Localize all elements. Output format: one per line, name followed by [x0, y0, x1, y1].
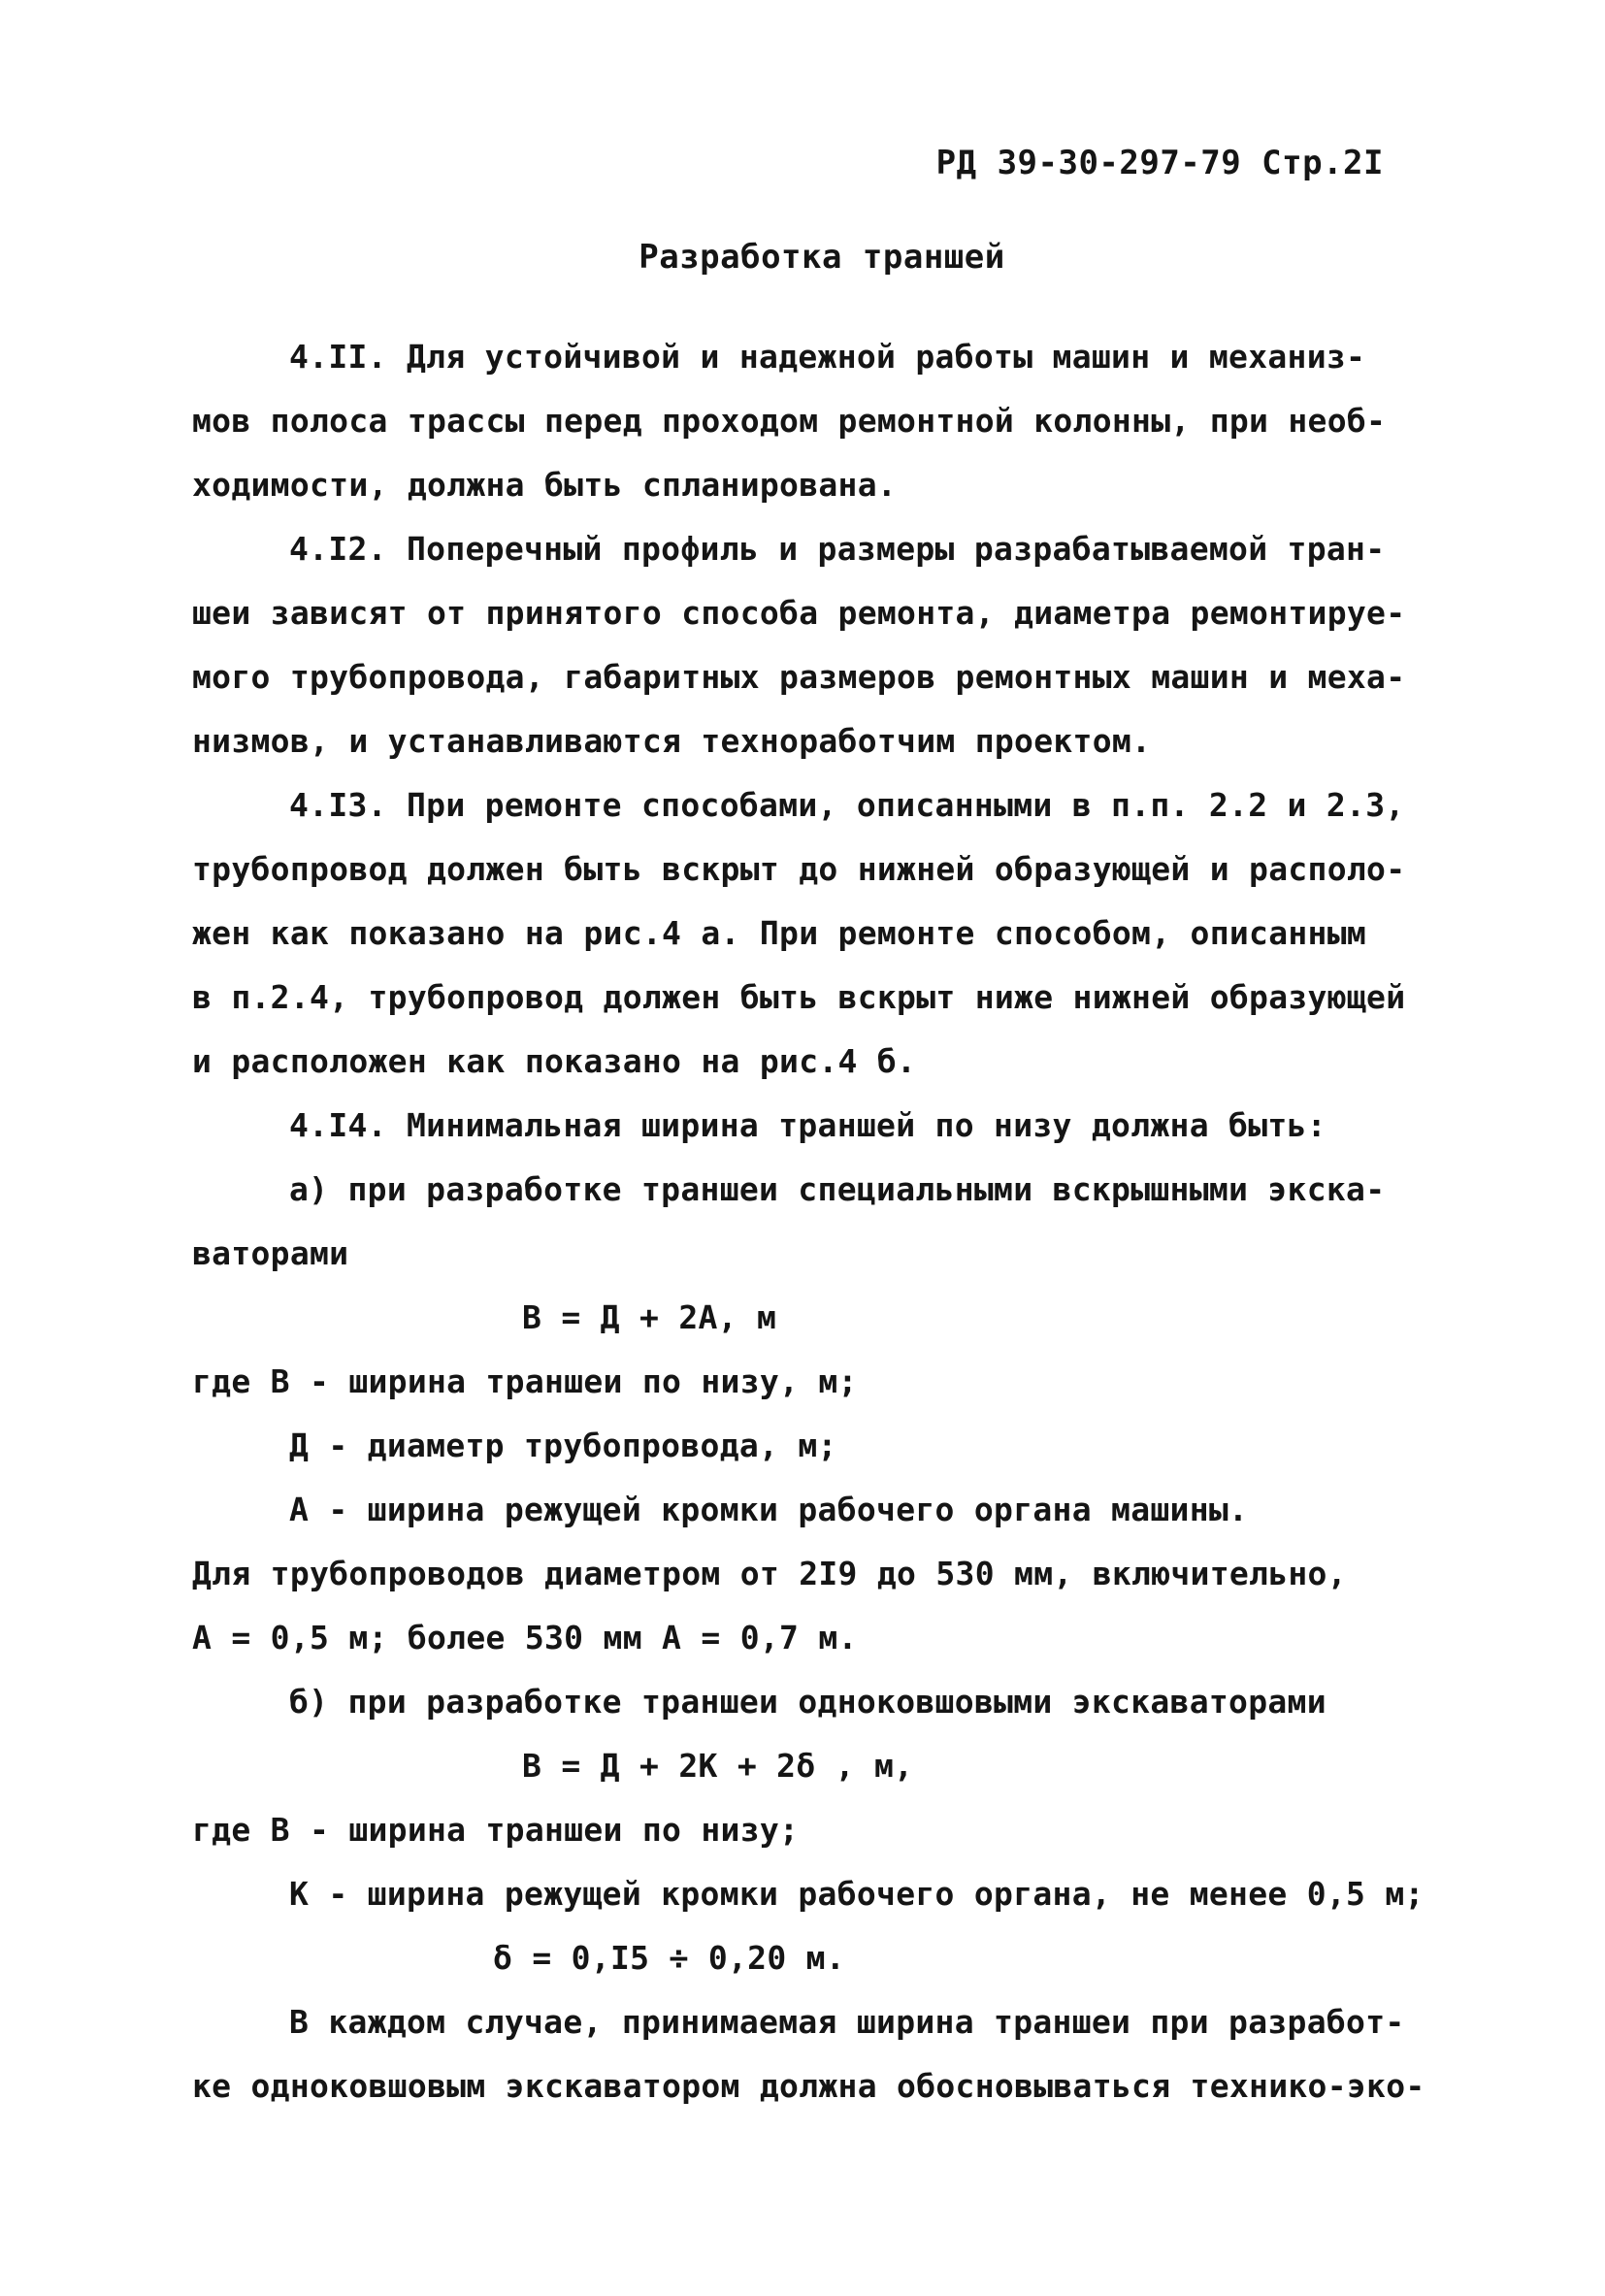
text-line: шеи зависят от принятого способа ремонта, диаметра ремонтируе- [192, 594, 1406, 632]
text-line: ходимости, должна быть спланирована. [192, 466, 898, 504]
section-title: Разработка траншей [639, 238, 1005, 277]
text-line: 4.I3. При ремонте способами, описанными в п.п. 2.2 и 2.3, [289, 786, 1405, 824]
text-line: мого трубопровода, габаритных размеров ремонтных машин и меха- [192, 658, 1406, 696]
text-line: К - ширина режущей кромки рабочего органа, не менее 0,5 м; [289, 1875, 1425, 1913]
document-body [192, 325, 1425, 2118]
text-line: где В - ширина траншеи по низу; [192, 1811, 800, 1849]
text-line: ке одноковшовым экскаватором должна обосновываться технико-эко- [192, 2067, 1425, 2105]
text-line: 4.I4. Минимальная ширина траншей по низу должна быть: [289, 1106, 1327, 1144]
text-line: где В - ширина траншеи по низу, м; [192, 1362, 858, 1400]
text-line: трубопровод должен быть вскрыт до нижней образующей и располо- [192, 850, 1406, 888]
text-line: ваторами [192, 1234, 349, 1272]
text-line: б) при разработке траншеи одноковшовыми экскаваторами [289, 1683, 1327, 1721]
text-line: жен как показано на рис.4 а. При ремонте способом, описанным [192, 914, 1367, 952]
text-line: А = 0,5 м; более 530 мм А = 0,7 м. [192, 1619, 858, 1656]
text-line: низмов, и устанавливаются техноработчим проектом. [192, 722, 1152, 760]
formula-line: В = Д + 2А, м [522, 1298, 777, 1336]
text-line: Для трубопроводов диаметром от 2I9 до 530 мм, включительно, [192, 1555, 1347, 1592]
text-line: 4.I2. Поперечный профиль и размеры разрабатываемой тран- [289, 530, 1386, 568]
text-line: мов полоса трассы перед проходом ремонтной колонны, при необ- [192, 402, 1387, 440]
text-line: А - ширина режущей кромки рабочего органа машины. [289, 1491, 1249, 1528]
formula-line: В = Д + 2К + 2δ , м, [522, 1747, 914, 1785]
text-line: и расположен как показано на рис.4 б. [192, 1042, 917, 1080]
page-header: РД 39-30-297-79 Стр.2I [935, 144, 1384, 182]
text-line: в п.2.4, трубопровод должен быть вскрыт ниже нижней образующей [192, 978, 1406, 1016]
text-line: а) при разработке траншеи специальными вскрышными экска- [289, 1170, 1386, 1208]
text-line: В каждом случае, принимаемая ширина траншеи при разработ- [289, 2003, 1405, 2041]
text-line: 4.II. Для устойчивой и надежной работы машин и механиз- [289, 338, 1366, 376]
formula-line: δ = 0,I5 ÷ 0,20 м. [493, 1939, 846, 1977]
text-line: Д - диаметр трубопровода, м; [289, 1427, 837, 1464]
